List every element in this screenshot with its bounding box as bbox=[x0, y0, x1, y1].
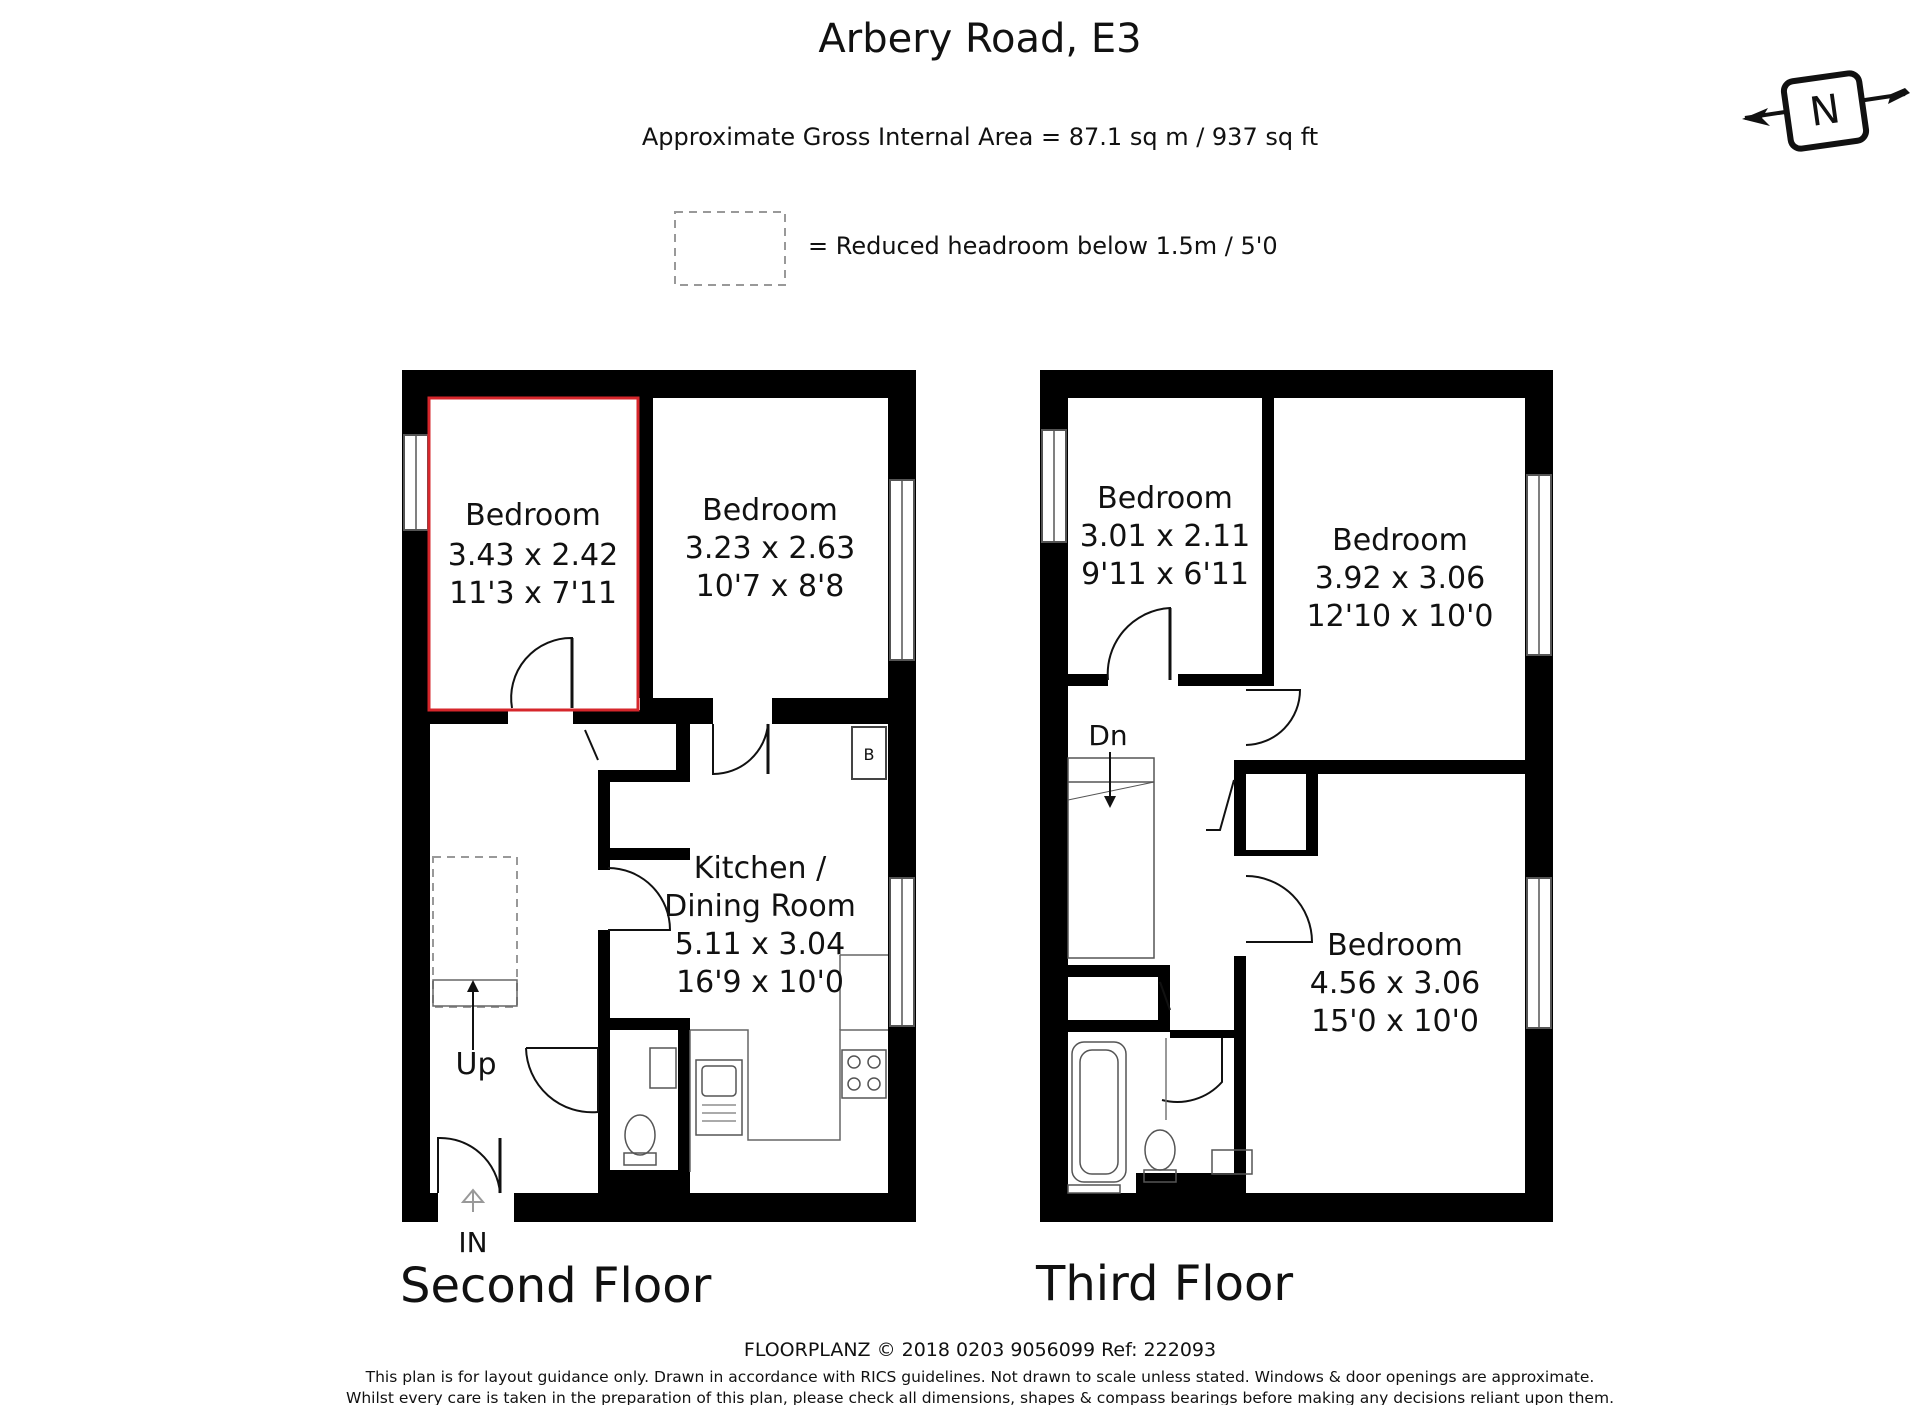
north-arrow-icon bbox=[1742, 72, 1910, 150]
room-name: Kitchen / bbox=[693, 851, 827, 886]
room-imperial: 9'11 x 6'11 bbox=[1081, 557, 1249, 592]
gross-area: Approximate Gross Internal Area = 87.1 sq m / 937 sq ft bbox=[641, 123, 1319, 151]
room-imperial: 10'7 x 8'8 bbox=[695, 569, 845, 604]
footer-credit: FLOORPLANZ © 2018 0203 9056099 Ref: 222093 bbox=[743, 1339, 1217, 1361]
room-metric: 3.92 x 3.06 bbox=[1314, 561, 1486, 596]
stairs-up-label: Up bbox=[455, 1047, 497, 1082]
room-name: Bedroom bbox=[702, 493, 838, 528]
room-metric: 3.43 x 2.42 bbox=[447, 538, 619, 573]
boiler-label: B bbox=[863, 745, 875, 764]
footer-disclaimer-2: Whilst every care is taken in the preparation of this plan, please check all dimensions, shapes & compass bearings before making any decisions reliant upon them. bbox=[346, 1389, 1614, 1405]
room-metric: 4.56 x 3.06 bbox=[1309, 966, 1481, 1001]
second-floor-plan bbox=[400, 370, 916, 1314]
stairs-down-label: Dn bbox=[1088, 719, 1128, 752]
plan-title: Arbery Road, E3 bbox=[818, 16, 1142, 62]
room-metric: 3.23 x 2.63 bbox=[684, 531, 856, 566]
floor-title: Second Floor bbox=[400, 1258, 712, 1314]
room-metric: 3.01 x 2.11 bbox=[1079, 519, 1251, 554]
room-name: Bedroom bbox=[1097, 481, 1233, 516]
room-imperial: 15'0 x 10'0 bbox=[1311, 1004, 1479, 1039]
entrance-label: IN bbox=[458, 1226, 488, 1259]
compass-label: N bbox=[1806, 86, 1844, 136]
room-name-line2: Dining Room bbox=[664, 889, 856, 924]
room-metric: 5.11 x 3.04 bbox=[674, 927, 846, 962]
room-name: Bedroom bbox=[465, 498, 601, 533]
floor-title: Third Floor bbox=[1036, 1256, 1294, 1312]
room-imperial: 11'3 x 7'11 bbox=[449, 576, 617, 611]
reduced-headroom-swatch bbox=[675, 212, 785, 285]
room-imperial: 12'10 x 10'0 bbox=[1306, 599, 1494, 634]
room-imperial: 16'9 x 10'0 bbox=[676, 965, 844, 1000]
room-name: Bedroom bbox=[1327, 928, 1463, 963]
room-name: Bedroom bbox=[1332, 523, 1468, 558]
legend-text: = Reduced headroom below 1.5m / 5'0 bbox=[808, 232, 1278, 260]
third-floor-plan bbox=[1035, 370, 1553, 1312]
footer-disclaimer-1: This plan is for layout guidance only. Drawn in accordance with RICS guidelines. Not drawn to scale unless stated. Windows & door openings are approximate. bbox=[365, 1368, 1595, 1386]
